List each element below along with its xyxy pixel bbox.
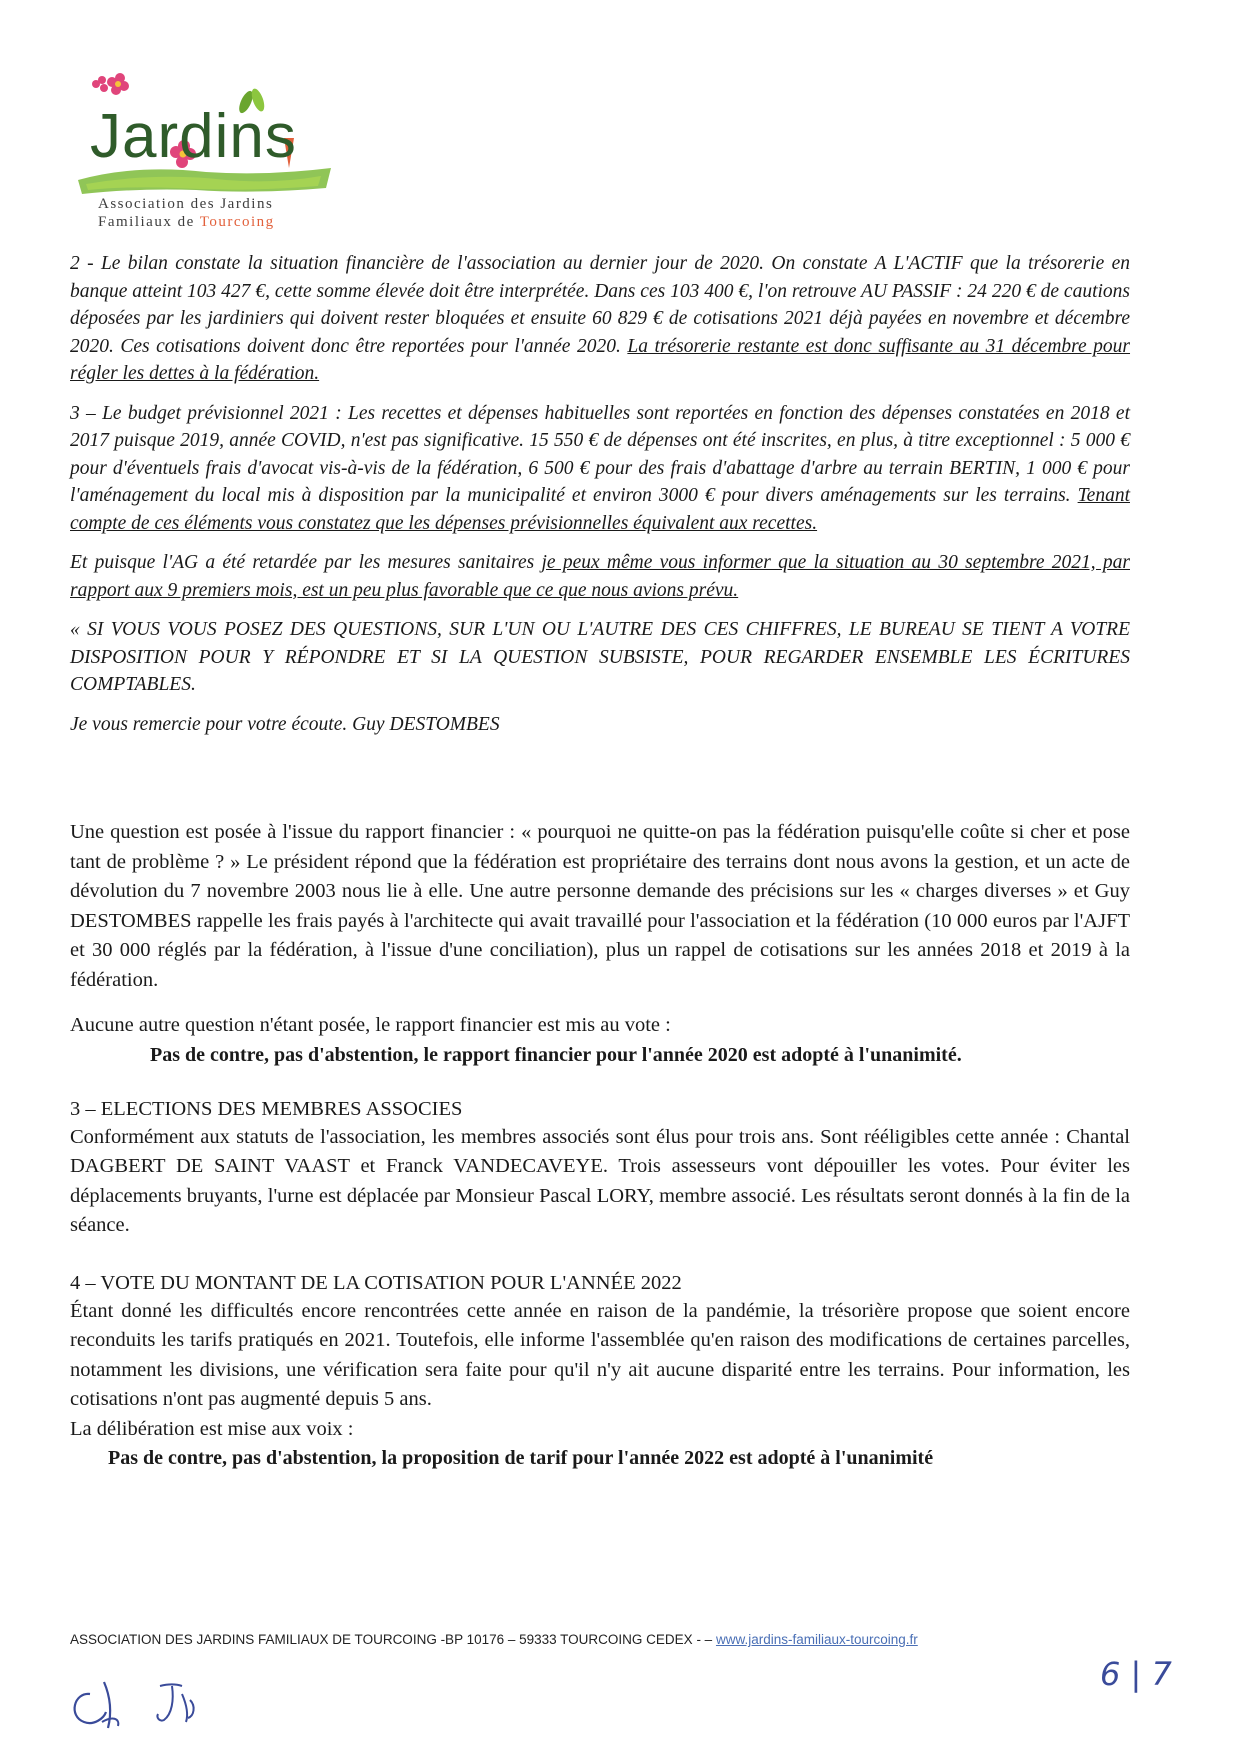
situation-paragraph xyxy=(70,549,1130,604)
logo-subtitle-line1: Association des Jardins xyxy=(98,196,274,212)
budget-paragraph xyxy=(70,400,1130,538)
vote-result-tarif: Pas de contre, pas d'abstention, la proposition de tarif pour l'année 2022 est adopté à l'unanimité xyxy=(108,1447,934,1469)
balance-sheet-paragraph xyxy=(70,250,1130,388)
situation-text: Et puisque l'AG a été retardée par les mesures sanitaires xyxy=(70,552,535,573)
situation-conclusion: je peux même vous informer que la situation au 30 septembre 2021, par rapport aux 9 premiers mois, est un peu plus favorable que ce que nous avions prévu. xyxy=(70,552,1130,601)
logo-subtitle-prefix: Familiaux de xyxy=(98,214,195,230)
handwritten-page-number: 6 | 7 xyxy=(1100,1655,1172,1693)
cotisation-paragraph: Étant donné les difficultés encore rencontrées cette année en raison de la pandémie, la trésorière propose que soient encore reconduits les tarifs pratiqués en 2021. Toutefois, elle informe l'assemblée qu'en raison des modifications de certaines parcelles, notamment les divisions, une vérification sera faite pour qu'il n'y ait aucune disparité entre les terrains. Pour information, les cotisations n'ont pas augmenté depuis 5 ans. xyxy=(70,1299,1130,1410)
vote-result-financial: Pas de contre, pas d'abstention, le rapport financier pour l'année 2020 est adopté à l'unanimité. xyxy=(150,1043,962,1066)
handwritten-initials xyxy=(64,1672,234,1736)
questions-paragraph: « SI VOUS VOUS POSEZ DES QUESTIONS, SUR L'UN OU L'AUTRE DES CES CHIFFRES, LE BUREAU SE TIENT A VOTRE DISPOSITION POUR Y RÉPONDRE ET SI LA QUESTION SUBSISTE, POUR REGARDER ENSEMBLE LES ÉCRITURES COMPTABLES. xyxy=(70,619,1130,695)
footer-address: ASSOCIATION DES JARDINS FAMILIAUX DE TOURCOING -BP 10176 – 59333 TOURCOING CEDEX - – xyxy=(70,1632,713,1647)
minutes-section xyxy=(70,818,1130,1472)
discussion-paragraph: Une question est posée à l'issue du rapport financier : « pourquoi ne quitte-on pas la fédération puisqu'elle coûte si cher et pose tant de problème ? » Le président répond que la fédération est propriétaire des terrains dont nous avons la gestion, et un acte de dévolution du 7 novembre 2003 nous lie à elle. Une autre personne demande des précisions sur les « charges diverses » et Guy DESTOMBES rappelle les frais payés à l'architecte qui avait travaillé pour l'association et la fédération (10 000 euros par l'AJFT et 30 000 réglés par la fédération, à l'issue d'une conciliation), plus un rappel de cotisations sur les années 2018 et 2019 à la fédération. xyxy=(70,821,1130,991)
page-footer xyxy=(70,1632,918,1647)
section-heading-cotisation: 4 – VOTE DU MONTANT DE LA COTISATION POUR L'ANNÉE 2022 xyxy=(70,1271,682,1294)
balance-sheet-text: 2 - Le bilan constate la situation financière de l'association au dernier jour de 2020. On constate A L'ACTIF que la trésorerie en banque atteint 103 427 €, cette somme élevée doit être interprétée. Dans ces 103 400 €, l'on retrouve AU PASSIF : 24 220 € de cautions déposées par les jardiniers qui doivent rester bloquées et ensuite 60 829 € de cotisations 2021 déjà payées en novembre et décembre 2020. Ces cotisations doivent donc être reportées pour l'année 2020. xyxy=(70,253,1130,357)
section-heading-elections: 3 – ELECTIONS DES MEMBRES ASSOCIES xyxy=(70,1097,463,1120)
logo-wordmark: Jardins xyxy=(90,102,297,171)
deliberation-intro: La délibération est mise aux voix : xyxy=(70,1417,354,1440)
budget-text: 3 – Le budget prévisionnel 2021 : Les recettes et dépenses habituelles sont reportées en fonction des dépenses constatées en 2018 et 2017 puisque 2019, année COVID, n'est pas significative. 15 550 € de dépenses ont été inscrites, en plus, à titre exceptionnel : 5 000 € pour d'éventuels frais d'avocat vis-à-vis de la fédération, 6 500 € pour des frais d'abattage d'arbre au terrain BERTIN, 1 000 € pour l'aménagement du local mis à disposition par la municipalité et environ 3000 € pour divers aménagements sur les terrains. xyxy=(70,402,1130,506)
elections-paragraph: Conformément aux statuts de l'association, les membres associés sont élus pour trois ans. Sont rééligibles cette année : Chantal DAGBERT DE SAINT VAAST et Franck VANDECAVEYE. Trois assesseurs vont dépouiller les votes. Pour éviter les déplacements bruyants, l'urne est déplacée par Monsieur Pascal LORY, membre associé. Les résultats seront donnés à la fin de la séance. xyxy=(70,1125,1130,1236)
vote-intro: Aucune autre question n'étant posée, le rapport financier est mis au vote : xyxy=(70,1014,671,1036)
footer-website-link[interactable]: www.jardins-familiaux-tourcoing.fr xyxy=(715,1632,918,1647)
balance-sheet-conclusion: La trésorerie restante est donc suffisante au 31 décembre pour régler les dettes à la fédération. xyxy=(70,335,1131,384)
thanks-signature: Je vous remercie pour votre écoute. Guy DESTOMBES xyxy=(70,713,500,735)
association-logo xyxy=(76,72,336,232)
financial-report-section xyxy=(70,250,1130,738)
logo-subtitle-line2 xyxy=(98,214,275,231)
logo-subtitle-town: Tourcoing xyxy=(199,214,275,230)
budget-conclusion: Tenant compte de ces éléments vous constatez que les dépenses prévisionnelles équivalent aux recettes. xyxy=(70,485,1130,534)
